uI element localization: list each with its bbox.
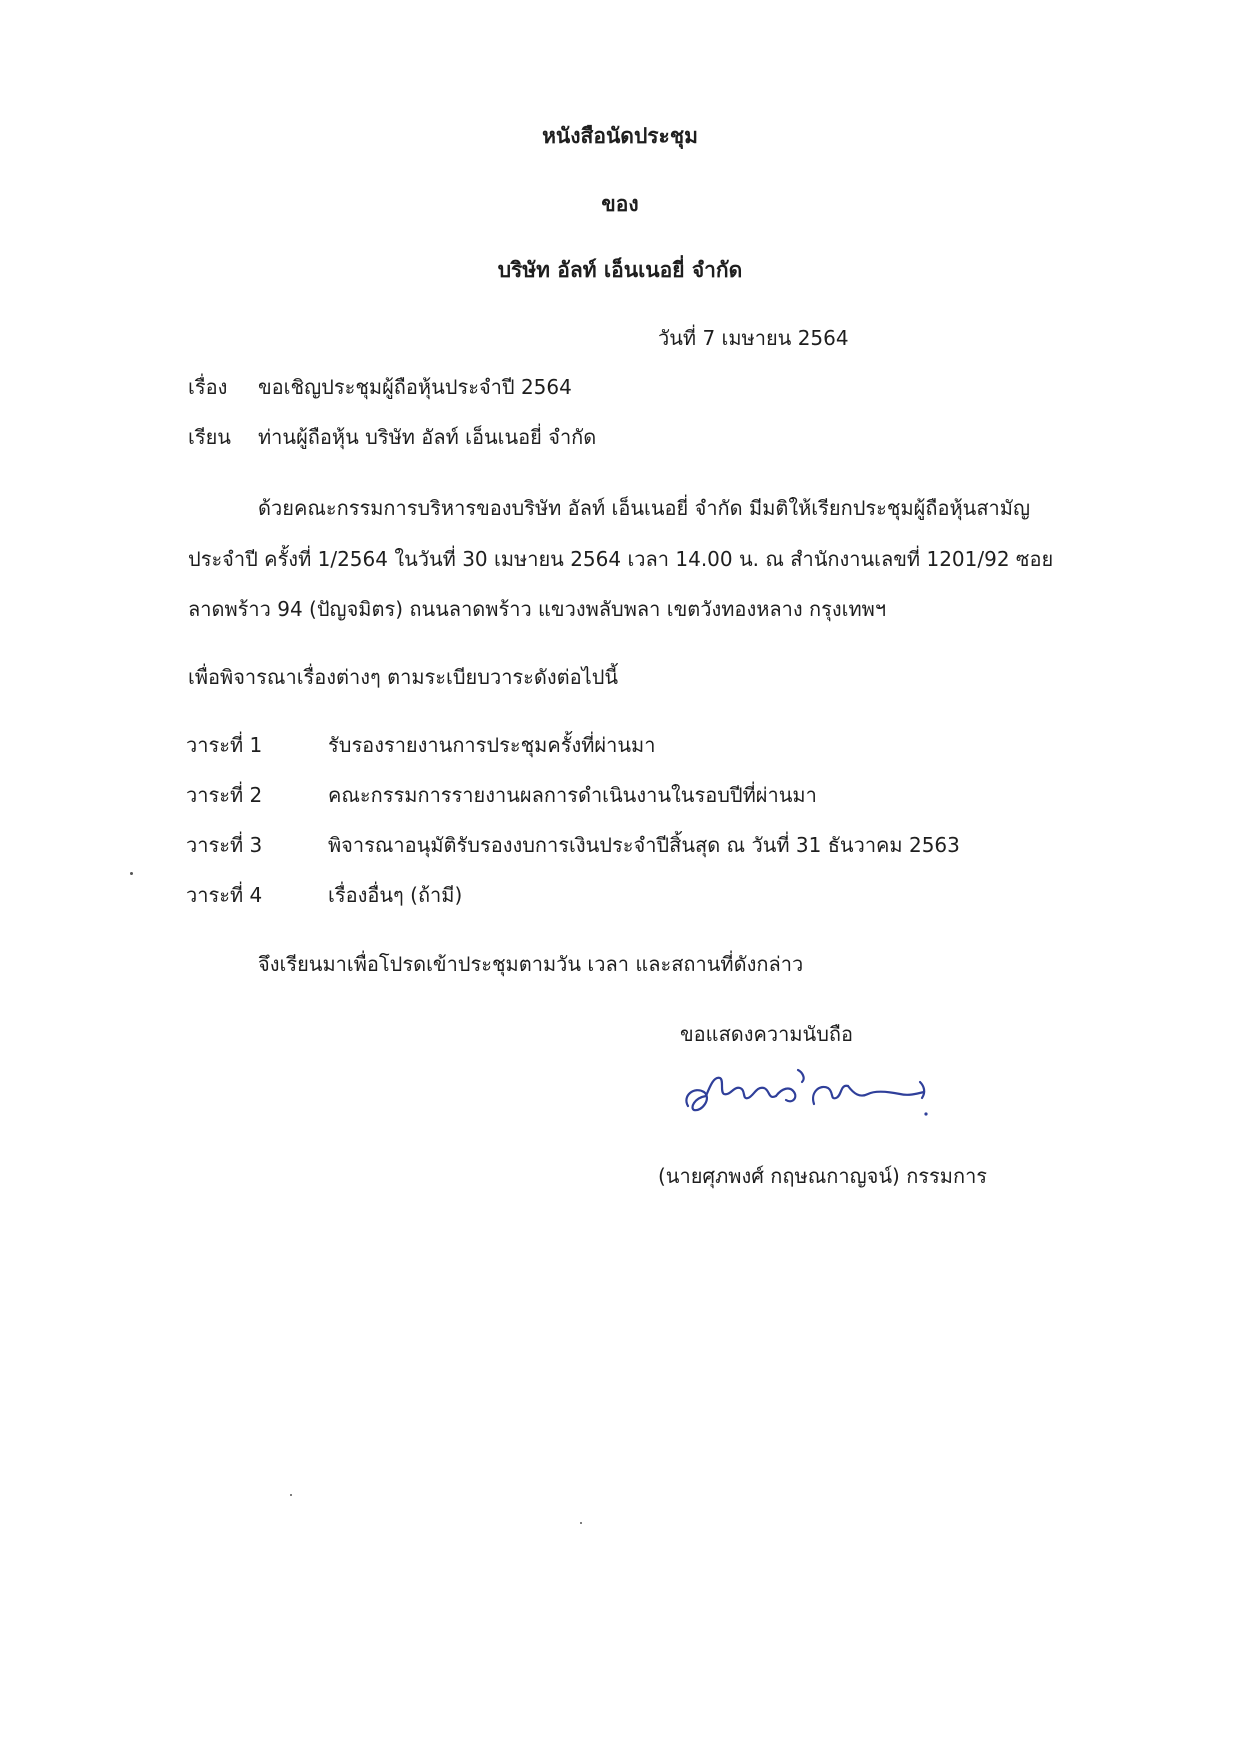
- agenda-item-3-label: วาระที่ 3: [186, 833, 263, 857]
- scan-speck: [130, 872, 133, 875]
- recipient-value: ท่านผู้ถือหุ้น บริษัท อัลท์ เอ็นเนอยี่ จำกัด: [258, 425, 597, 449]
- agenda-item-4-label: วาระที่ 4: [186, 883, 263, 907]
- closing-invitation: จึงเรียนมาเพื่อโปรดเข้าประชุมตามวัน เวลา และสถานที่ดังกล่าว: [258, 952, 804, 976]
- body-line-2: ประจำปี ครั้งที่ 1/2564 ในวันที่ 30 เมษายน 2564 เวลา 14.00 น. ณ สำนักงานเลขที่ 1201/92 ซอย: [188, 547, 1054, 571]
- subject-label: เรื่อง: [188, 375, 228, 399]
- agenda-item-4-text: เรื่องอื่นๆ (ถ้ามี): [328, 883, 463, 907]
- document-title: หนังสือนัดประชุม: [542, 124, 698, 148]
- body-line-1: ด้วยคณะกรรมการบริหารของบริษัท อัลท์ เอ็นเนอยี่ จำกัด มีมติให้เรียกประชุมผู้ถือหุ้นสามัญ: [258, 496, 1031, 520]
- scan-speck: [290, 1494, 292, 1496]
- body-line-3: ลาดพร้าว 94 (ปัญจมิตร) ถนนลาดพร้าว แขวงพลับพลา เขตวังทองหลาง กรุงเทพฯ: [188, 597, 887, 621]
- closing-regards: ขอแสดงความนับถือ: [680, 1022, 854, 1046]
- handwritten-signature: [680, 1058, 940, 1128]
- document-date: วันที่ 7 เมษายน 2564: [658, 326, 849, 350]
- agenda-item-1-label: วาระที่ 1: [186, 733, 263, 757]
- signatory-name: (นายศุภพงศ์ กฤษณกาญจน์) กรรมการ: [658, 1164, 988, 1188]
- agenda-intro: เพื่อพิจารณาเรื่องต่างๆ ตามระเบียบวาระดังต่อไปนี้: [188, 665, 619, 689]
- agenda-item-1-text: รับรองรายงานการประชุมครั้งที่ผ่านมา: [328, 733, 656, 757]
- company-name: บริษัท อัลท์ เอ็นเนอยี่ จำกัด: [497, 258, 743, 282]
- recipient-label: เรียน: [188, 425, 231, 449]
- agenda-item-2-text: คณะกรรมการรายงานผลการดำเนินงานในรอบปีที่ผ่านมา: [328, 783, 817, 807]
- agenda-item-2-label: วาระที่ 2: [186, 783, 263, 807]
- scan-speck: [580, 1522, 582, 1524]
- agenda-item-3-text: พิจารณาอนุมัติรับรองงบการเงินประจำปีสิ้นสุด ณ วันที่ 31 ธันวาคม 2563: [328, 833, 960, 857]
- document-of: ของ: [601, 192, 639, 216]
- subject-value: ขอเชิญประชุมผู้ถือหุ้นประจำปี 2564: [258, 375, 572, 399]
